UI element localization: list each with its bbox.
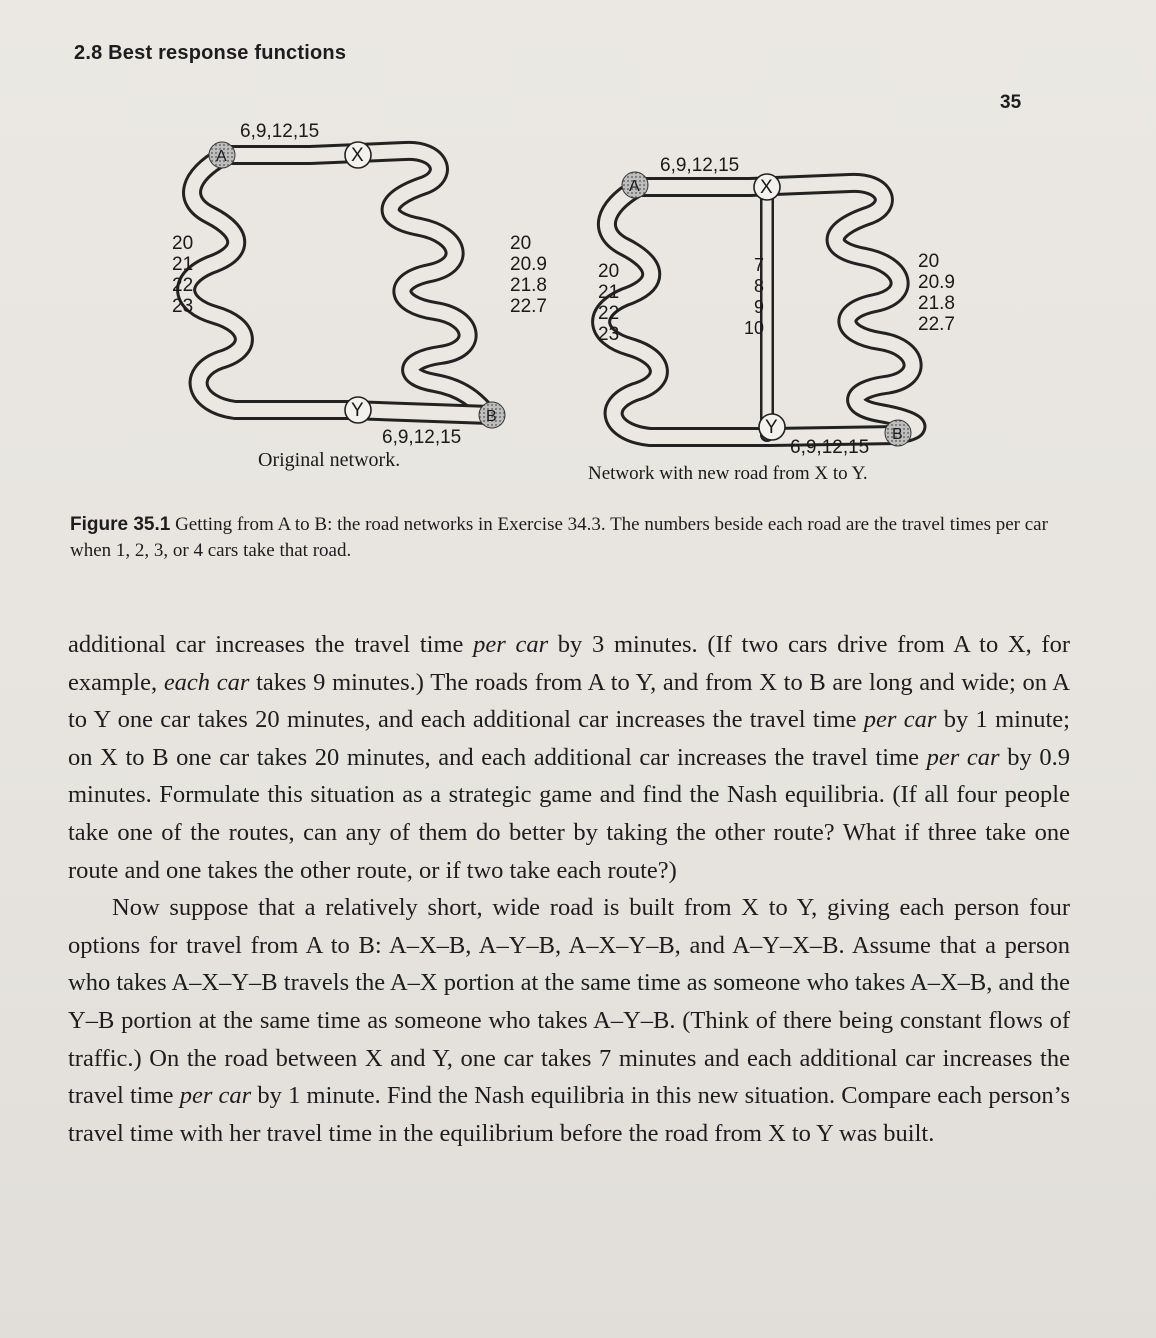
- text-run: additional car increases the travel time: [68, 631, 474, 658]
- ay-time: 22: [598, 303, 620, 324]
- xb-time: 20.9: [918, 272, 955, 293]
- ay-time: 21: [172, 254, 194, 275]
- node-a-label: A: [216, 148, 227, 165]
- ay-times-list: [172, 233, 193, 317]
- yb-times-label: 6,9,12,15: [790, 437, 870, 458]
- xb-time: 20: [510, 233, 532, 254]
- figure-caption: [70, 512, 1060, 564]
- node-b-label: B: [892, 426, 903, 443]
- figure-35-1: [150, 115, 990, 495]
- emphasis-text: per car: [863, 706, 937, 734]
- text-run: by 1 minute; on X to B one car takes 20 minutes, and each additional car increases the travel time: [68, 706, 1070, 771]
- xb-time: 20.9: [510, 254, 547, 275]
- xy-time: 10: [743, 318, 764, 338]
- xb-time: 22.7: [510, 296, 547, 317]
- ay-time: 20: [172, 233, 194, 254]
- text-run: takes 9 minutes.) The roads from A to Y, and from X to B are long and wide; on A to Y one car takes 20 minutes, and each additional car increases the travel time: [68, 668, 1070, 734]
- emphasis-text: per car: [179, 1082, 252, 1110]
- xy-time: 7: [753, 255, 764, 275]
- text-run: by 0.9 minutes. Formulate this situation as a strategic game and find the Nash equilibria. (If all four people take one of the routes, can any of them do better by taking the other route? What if three take one route and one takes the other route, or if two take each route?): [68, 743, 1070, 884]
- xb-times-list: [918, 251, 955, 335]
- node-a-label: A: [629, 178, 640, 195]
- xy-time: 9: [753, 297, 764, 317]
- original-network-roads: [186, 151, 490, 415]
- xb-time: 20: [918, 251, 940, 272]
- node-x-label: X: [351, 145, 364, 166]
- xb-time: 21.8: [510, 275, 547, 296]
- bleed-through: [4, 470, 64, 490]
- xy-times-list: [738, 255, 764, 339]
- ax-times-label: 6,9,12,15: [240, 121, 320, 142]
- emphasis-text: each car: [163, 668, 250, 696]
- node-b-label: B: [486, 408, 497, 425]
- exercise-text: [68, 626, 1070, 1152]
- xb-times-list: [510, 233, 547, 317]
- text-run: by 1 minute. Find the Nash equilibria in this new situation. Compare each person’s travel time with her travel time in the equilibrium before the road from X to Y was built.: [68, 1082, 1070, 1147]
- ay-time: 21: [598, 282, 620, 303]
- ax-times-label: 6,9,12,15: [660, 155, 740, 176]
- text-run: Now suppose that a relatively short, wide road is built from X to Y, giving each person four options for travel from A to B: A–X–B, A–Y–B, A–X–Y–B, and A–Y–X–B. Assume that a person who takes A–X–Y–B travels the A–X portion at the same time as someone who takes A–X–B, and the Y–B portion at the same time as someone who takes A–Y–B. (Think of there being constant flows of traffic.) On the road between X and Y, one car takes 7 minutes and each additional car increases the travel time: [68, 894, 1070, 1110]
- node-x-label: X: [760, 177, 773, 198]
- xb-time: 21.8: [918, 293, 955, 314]
- running-header: 2.8 Best response functions: [74, 42, 347, 64]
- figure-label: Figure 35.1: [70, 514, 171, 535]
- ay-times-list: [598, 261, 619, 345]
- xb-time: 22.7: [918, 314, 955, 335]
- emphasis-text: per car: [926, 743, 1000, 771]
- paragraph: [68, 626, 1070, 889]
- emphasis-text: per car: [473, 631, 549, 658]
- text-run: by 3 minutes. (If two cars drive from A to X, for example,: [68, 631, 1070, 696]
- original-network-caption: Original network.: [258, 449, 401, 471]
- ay-time: 23: [598, 324, 620, 345]
- page-number: 35: [1000, 92, 1022, 113]
- node-y-label: Y: [351, 400, 364, 421]
- paragraph: [68, 889, 1070, 1152]
- figure-caption-text: Getting from A to B: the road networks in Exercise 34.3. The numbers beside each road are the travel times per car when 1, 2, 3, or 4 cars take that road.: [70, 514, 1048, 561]
- ay-time: 22: [172, 275, 194, 296]
- yb-times-label: 6,9,12,15: [382, 427, 462, 448]
- ay-time: 23: [172, 296, 194, 317]
- ay-time: 20: [598, 261, 620, 282]
- node-y-label: Y: [765, 417, 778, 438]
- xy-time: 8: [753, 276, 764, 296]
- new-network-caption: Network with new road from X to Y.: [588, 463, 868, 484]
